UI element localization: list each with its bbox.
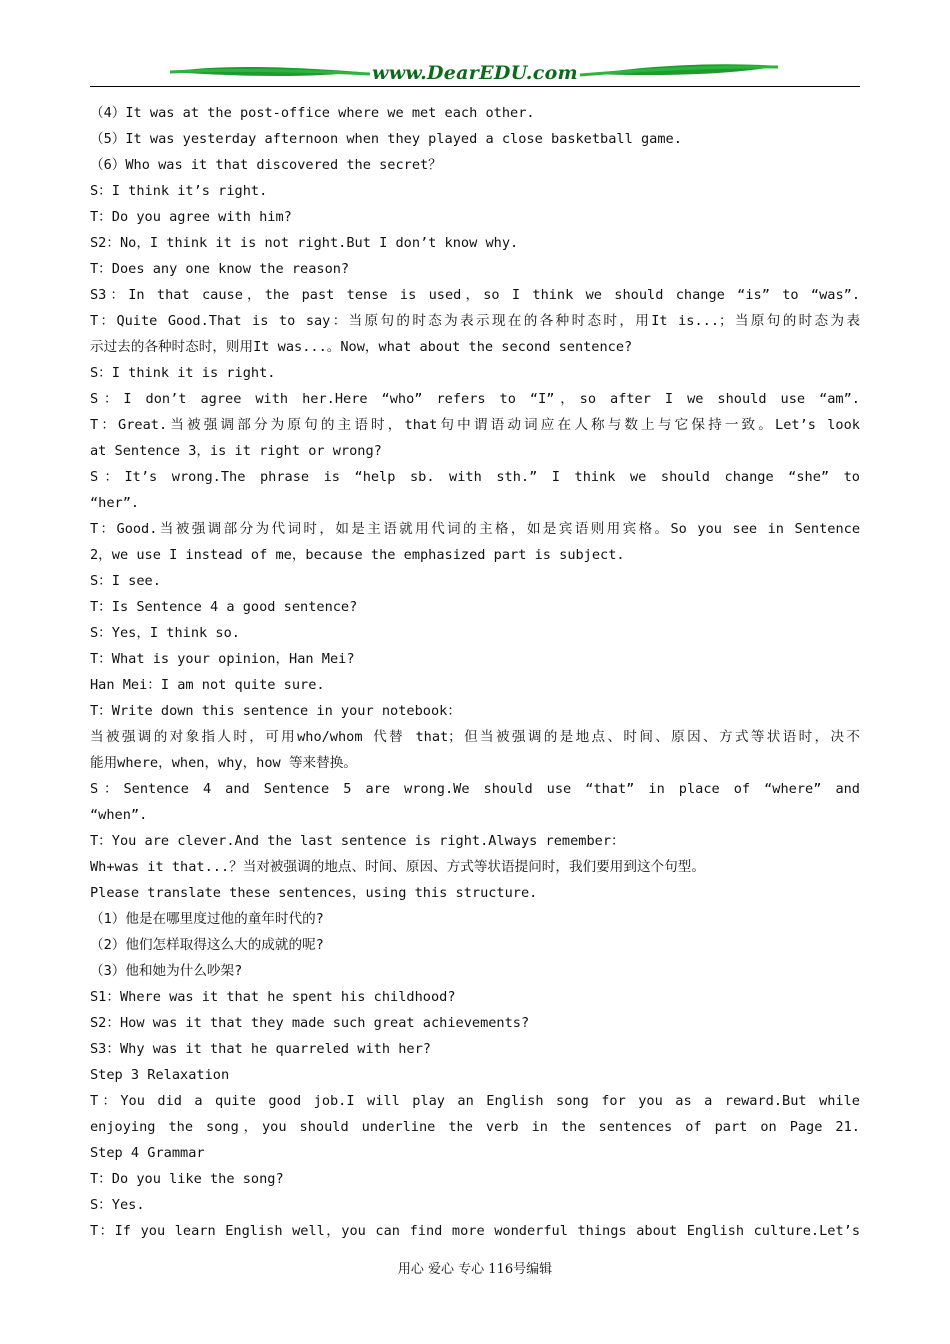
text-line: S：Sentence 4 and Sentence 5 are wrong.We should use “that” in place of “where” and — [90, 781, 860, 797]
text-line: 示过去的各种时态时，则用It was...。Now，what about the second sentence? — [90, 339, 633, 355]
text-line: S2：How was it that they made such great achievements? — [90, 1015, 530, 1031]
text-line: S3：In that cause，the past tense is used，so I think we should change “is” to “was”. — [90, 287, 860, 303]
text-line: T：Do you like the song? — [90, 1171, 284, 1187]
text-line: “when”. — [90, 807, 148, 823]
text-line: 能用where，when，why，how 等来替换。 — [90, 755, 357, 771]
text-line: T：You did a quite good job.I will play an English song for you as a reward.But while — [90, 1093, 860, 1109]
text-line: （6）Who was it that discovered the secret？ — [90, 157, 442, 173]
text-line: T：You are clever.And the last sentence is right.Always remember： — [90, 833, 625, 849]
text-line: T：What is your opinion，Han Mei? — [90, 651, 355, 667]
text-line: 当被强调的对象指人时，可用who/whom 代替 that；但当被强调的是地点、时间、原因、方式等状语时，决不 — [90, 729, 860, 745]
text-line: T：Is Sentence 4 a good sentence? — [90, 599, 358, 615]
text-line: S：Yes，I think so. — [90, 625, 240, 641]
document-body — [90, 100, 860, 1244]
page-footer: 用心 爱心 专心 116号编辑 — [397, 1262, 553, 1277]
text-line: Step 4 Grammar — [90, 1145, 205, 1161]
logo-text: www.DearEDU.com — [372, 62, 578, 84]
text-line: S：I see. — [90, 573, 161, 589]
text-line: S2：No，I think it is not right.But I don’t know why. — [90, 235, 519, 251]
text-line: enjoying the song，you should underline the verb in the sentences of part on Page 21. — [90, 1119, 860, 1135]
text-line: Wh+was it that...？当对被强调的地点、时间、原因、方式等状语提问时，我们要用到这个句型。 — [90, 859, 705, 875]
text-line: （5）It was yesterday afternoon when they played a close basketball game. — [90, 131, 682, 147]
text-line: S：I don’t agree with her.Here “who” refers to “I”，so after I we should use “am”. — [90, 391, 860, 407]
text-line: （2）他们怎样取得这么大的成就的呢? — [90, 937, 324, 953]
text-line: S：I think it is right. — [90, 365, 276, 381]
text-line: T：Does any one know the reason? — [90, 261, 350, 277]
text-line: “her”. — [90, 495, 140, 511]
text-line: S：It’s wrong.The phrase is “help sb. with sth.” I think we should change “she” to — [90, 469, 860, 485]
text-line: S1：Where was it that he spent his childhood? — [90, 989, 456, 1005]
dearedu-logo — [170, 58, 780, 86]
text-line: T：Quite Good.That is to say：当原句的时态为表示现在的各种时态时，用It is...；当原句的时态为表 — [90, 313, 860, 329]
text-line: Please translate these sentences，using this structure. — [90, 885, 538, 901]
text-line: （3）他和她为什么吵架? — [90, 963, 243, 979]
header-rule — [90, 86, 860, 87]
text-line: 2，we use I instead of me，because the emphasized part is subject. — [90, 547, 625, 563]
text-line: S3：Why was it that he quarreled with her? — [90, 1041, 431, 1057]
text-line: T：Good.当被强调部分为代词时，如是主语就用代词的主格，如是宾语则用宾格。So you see in Sentence — [90, 521, 860, 537]
text-line: Han Mei：I am not quite sure. — [90, 677, 325, 693]
page-header — [90, 58, 860, 90]
text-line: （1）他是在哪里度过他的童年时代的? — [90, 911, 324, 927]
text-line: T：Write down this sentence in your notebook： — [90, 703, 461, 719]
text-line: T：If you learn English well，you can find more wonderful things about English culture.Let’s — [90, 1223, 860, 1239]
text-line: S：I think it’s right. — [90, 183, 268, 199]
text-line: Step 3 Relaxation — [90, 1067, 230, 1083]
text-line: （4）It was at the post-office where we met each other. — [90, 105, 535, 121]
text-line: at Sentence 3，is it right or wrong? — [90, 443, 382, 459]
text-line: S：Yes. — [90, 1197, 145, 1213]
text-line: T：Do you agree with him? — [90, 209, 292, 225]
text-line: T：Great.当被强调部分为原句的主语时，that句中谓语动词应在人称与数上与它保持一致。Let’s look — [90, 417, 860, 433]
